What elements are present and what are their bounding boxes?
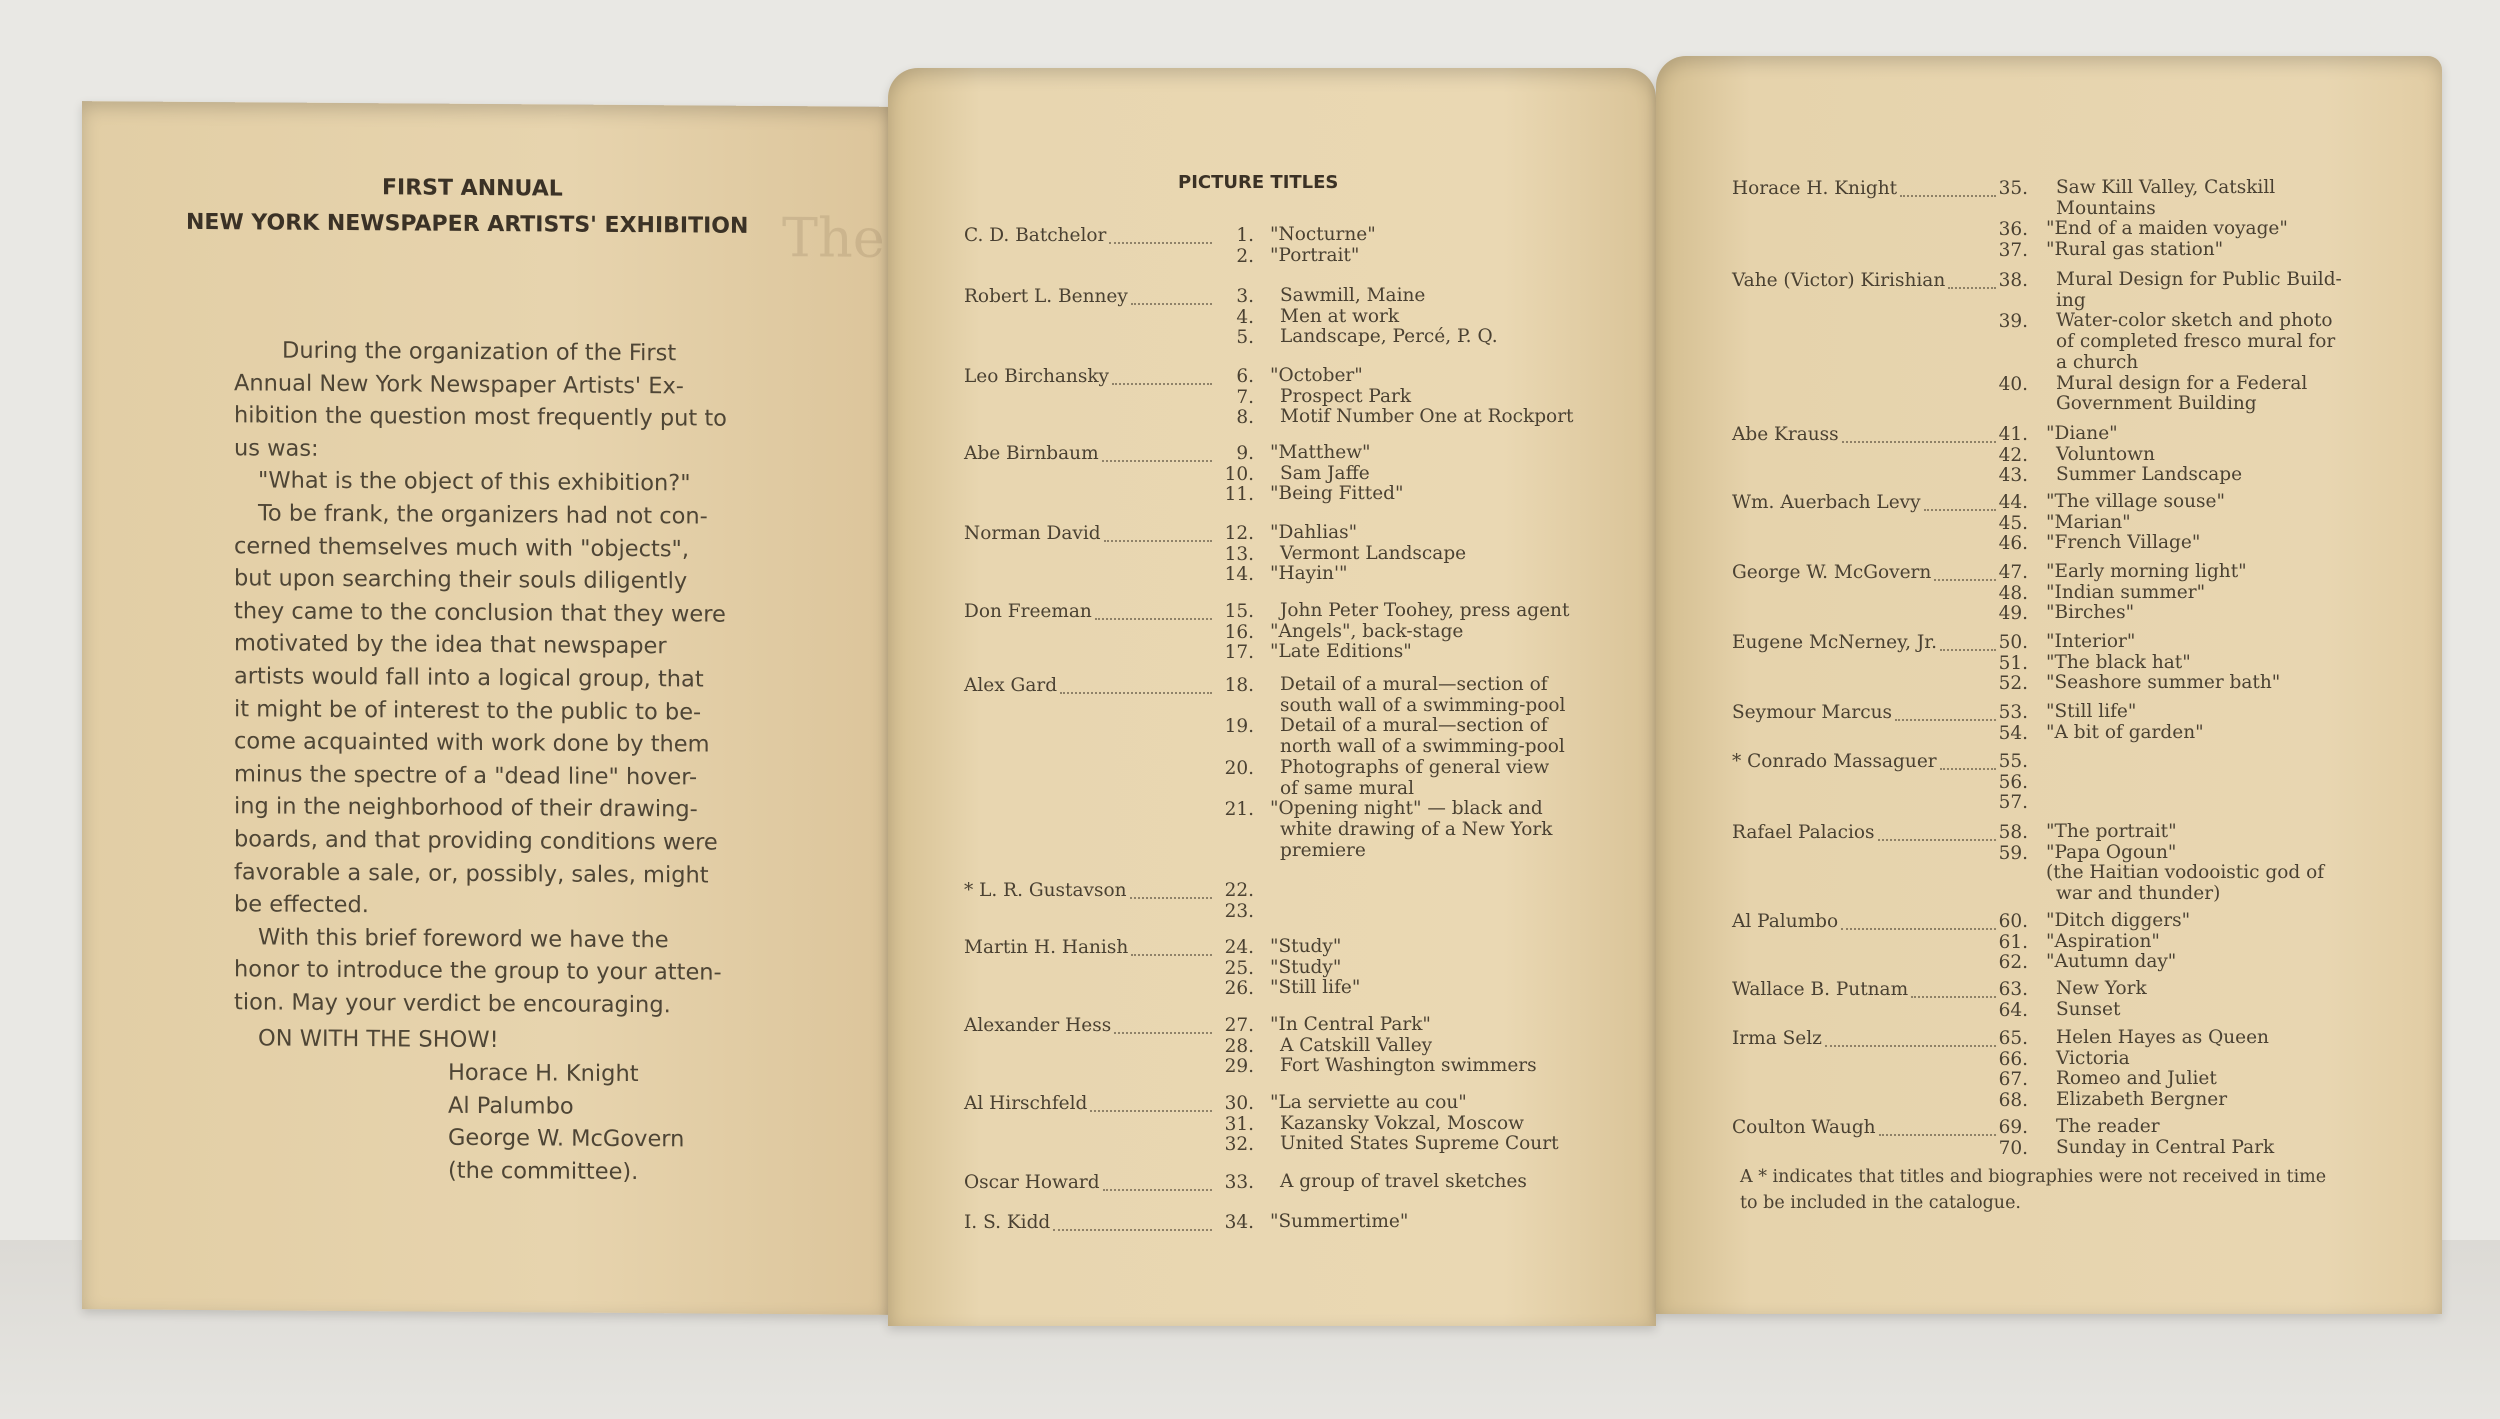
artist-name: Vahe (Victor) Kirishian bbox=[1732, 270, 1946, 291]
picture-title: Men at work bbox=[1280, 305, 1400, 327]
picture-title: "The black hat" bbox=[2046, 651, 2191, 673]
leader-dots bbox=[1114, 1032, 1212, 1034]
picture-title: Mountains bbox=[2056, 197, 2156, 219]
question-quote: "What is the object of this exhibition?" bbox=[258, 467, 691, 497]
picture-title: Vermont Landscape bbox=[1280, 542, 1467, 564]
leader-dots bbox=[1131, 303, 1212, 305]
picture-number: 68. bbox=[1998, 1090, 2028, 1112]
picture-number: 16. bbox=[1224, 621, 1254, 643]
title-line-2: NEW YORK NEWSPAPER ARTISTS' EXHIBITION bbox=[186, 209, 749, 239]
picture-title: "Opening night" — black and bbox=[1270, 798, 1543, 820]
picture-title: Motif Number One at Rockport bbox=[1280, 406, 1574, 428]
picture-number: 35. bbox=[1998, 178, 2028, 199]
committee-signature: George W. McGovern bbox=[448, 1124, 685, 1153]
picture-number: 45. bbox=[1998, 512, 2028, 534]
picture-title: (the Haitian vodooistic god of bbox=[2046, 862, 2325, 884]
picture-title: "October" bbox=[1270, 365, 1363, 386]
picture-number: 26. bbox=[1224, 978, 1254, 1000]
picture-number: 13. bbox=[1224, 543, 1254, 565]
picture-number: 19. bbox=[1224, 716, 1254, 738]
paragraph-1-line: Annual New York Newspaper Artists' Ex- bbox=[234, 369, 684, 399]
picture-title: "Papa Ogoun" bbox=[2046, 841, 2177, 863]
picture-number: 57. bbox=[1998, 792, 2028, 814]
artist-name: Don Freeman bbox=[964, 601, 1092, 622]
picture-title: white drawing of a New York bbox=[1280, 818, 1553, 840]
artist-name: Coulton Waugh bbox=[1732, 1117, 1876, 1138]
picture-number: 18. bbox=[1224, 675, 1254, 696]
artist-name: Rafael Palacios bbox=[1732, 822, 1875, 843]
artist-name: Martin H. Hanish bbox=[964, 937, 1129, 958]
picture-title: United States Supreme Court bbox=[1280, 1133, 1559, 1155]
leader-dots bbox=[1090, 1110, 1212, 1112]
picture-number: 58. bbox=[1998, 822, 2028, 843]
picture-title: "Study" bbox=[1270, 956, 1342, 978]
picture-title: "Angels", back-stage bbox=[1270, 620, 1464, 642]
picture-title: "Seashore summer bath" bbox=[2046, 672, 2281, 694]
leader-dots bbox=[1103, 1189, 1212, 1191]
picture-number: 61. bbox=[1998, 931, 2028, 953]
picture-number: 36. bbox=[1998, 219, 2028, 241]
picture-title: of completed fresco mural for bbox=[2056, 331, 2336, 353]
picture-title: Sunset bbox=[2056, 998, 2121, 1020]
title-line-1: FIRST ANNUAL bbox=[382, 175, 563, 202]
picture-number: 30. bbox=[1224, 1093, 1254, 1114]
artist-name: C. D. Batchelor bbox=[964, 225, 1107, 246]
picture-number: 69. bbox=[1998, 1117, 2028, 1138]
picture-title: Mural Design for Public Build- bbox=[2056, 269, 2342, 290]
picture-title: Prospect Park bbox=[1280, 385, 1412, 407]
picture-title: "Dahlias" bbox=[1270, 522, 1358, 543]
picture-number: 32. bbox=[1224, 1134, 1254, 1156]
picture-title: Detail of a mural—section of bbox=[1280, 715, 1548, 737]
picture-number: 63. bbox=[1998, 979, 2028, 1000]
artist-name: Wm. Auerbach Levy bbox=[1732, 492, 1921, 513]
paragraph-1-line: During the organization of the First bbox=[282, 337, 677, 367]
picture-title: Romeo and Juliet bbox=[2056, 1068, 2217, 1090]
picture-number: 37. bbox=[1998, 240, 2028, 262]
picture-title: "Autumn day" bbox=[2046, 951, 2177, 973]
artist-name: Norman David bbox=[964, 523, 1101, 544]
closing-line: ON WITH THE SHOW! bbox=[258, 1025, 499, 1054]
picture-number: 51. bbox=[1998, 652, 2028, 674]
picture-number: 5. bbox=[1236, 327, 1254, 349]
picture-number: 23. bbox=[1224, 900, 1254, 922]
artist-name: * L. R. Gustavson bbox=[964, 880, 1127, 901]
picture-title: north wall of a swimming-pool bbox=[1280, 736, 1565, 758]
leader-dots bbox=[1130, 897, 1212, 899]
picture-title: a church bbox=[2056, 351, 2139, 373]
picture-title: Summer Landscape bbox=[2056, 464, 2243, 486]
picture-title: Government Building bbox=[2056, 393, 2257, 415]
picture-number: 38. bbox=[1998, 270, 2028, 291]
picture-number: 27. bbox=[1224, 1015, 1254, 1036]
picture-number: 29. bbox=[1224, 1056, 1254, 1078]
paragraph-2-line: they came to the conclusion that they were bbox=[234, 597, 726, 628]
picture-titles-list-continued bbox=[1656, 56, 2442, 1314]
paragraph-3-line: honor to introduce the group to your atten- bbox=[234, 956, 722, 986]
picture-title: Elizabeth Bergner bbox=[2056, 1089, 2228, 1111]
picture-title: "In Central Park" bbox=[1270, 1014, 1431, 1035]
picture-number: 20. bbox=[1224, 757, 1254, 779]
picture-title: "Interior" bbox=[2046, 631, 2136, 652]
picture-number: 56. bbox=[1998, 771, 2028, 793]
paragraph-1-line: hibition the question most frequently put to bbox=[234, 402, 727, 432]
picture-number: 34. bbox=[1224, 1212, 1254, 1233]
picture-title: "Ditch diggers" bbox=[2046, 910, 2191, 931]
picture-number: 24. bbox=[1224, 937, 1254, 958]
picture-number: 6. bbox=[1236, 366, 1254, 387]
leader-dots bbox=[1104, 540, 1212, 542]
picture-number: 3. bbox=[1236, 286, 1254, 307]
leader-dots bbox=[1102, 460, 1212, 462]
committee-signature: (the committee). bbox=[448, 1157, 639, 1185]
picture-number: 7. bbox=[1236, 386, 1254, 408]
committee-signature: Al Palumbo bbox=[448, 1092, 574, 1120]
picture-title: Water-color sketch and photo bbox=[2056, 310, 2333, 332]
committee-signature: Horace H. Knight bbox=[448, 1059, 639, 1088]
picture-number: 22. bbox=[1224, 880, 1254, 901]
picture-number: 67. bbox=[1998, 1069, 2028, 1091]
picture-title: "End of a maiden voyage" bbox=[2046, 218, 2288, 240]
paragraph-2-line: come acquainted with work done by them bbox=[234, 728, 710, 758]
picture-number: 55. bbox=[1998, 751, 2028, 772]
picture-title: Sam Jaffe bbox=[1280, 462, 1370, 484]
picture-number: 60. bbox=[1998, 911, 2028, 932]
right-page bbox=[1656, 56, 2442, 1314]
picture-title: south wall of a swimming-pool bbox=[1280, 694, 1566, 716]
artist-name: Abe Krauss bbox=[1732, 424, 1839, 445]
picture-title: war and thunder) bbox=[2056, 883, 2221, 905]
artist-name: George W. McGovern bbox=[1732, 562, 1932, 583]
picture-number: 62. bbox=[1998, 952, 2028, 974]
picture-number: 49. bbox=[1998, 603, 2028, 625]
picture-title: Saw Kill Valley, Catskill bbox=[2056, 177, 2276, 198]
paragraph-2-line: artists would fall into a logical group, that bbox=[234, 663, 704, 693]
artist-name: Irma Selz bbox=[1732, 1028, 1822, 1049]
picture-number: 4. bbox=[1236, 306, 1254, 328]
picture-number: 40. bbox=[1998, 373, 2028, 395]
picture-title: premiere bbox=[1280, 839, 1366, 861]
leader-dots bbox=[1112, 383, 1212, 385]
picture-number: 39. bbox=[1998, 311, 2028, 333]
picture-title: Detail of a mural—section of bbox=[1280, 674, 1548, 695]
leader-dots bbox=[1053, 1229, 1212, 1231]
picture-title: "La serviette au cou" bbox=[1270, 1092, 1467, 1113]
artist-name: Alexander Hess bbox=[964, 1015, 1112, 1036]
artist-name: Seymour Marcus bbox=[1732, 702, 1892, 723]
picture-title: "Aspiration" bbox=[2046, 930, 2160, 952]
footnote-line-2: to be included in the catalogue. bbox=[1740, 1193, 2021, 1213]
picture-number: 21. bbox=[1224, 799, 1254, 821]
picture-title: Fort Washington swimmers bbox=[1280, 1055, 1537, 1077]
artist-name: Abe Birnbaum bbox=[964, 443, 1099, 464]
paragraph-1-line: us was: bbox=[234, 435, 319, 462]
show-through-text: The bbox=[782, 206, 885, 270]
leader-dots bbox=[1911, 996, 1996, 998]
picture-number: 17. bbox=[1224, 642, 1254, 664]
paragraph-2-line: To be frank, the organizers had not con- bbox=[258, 500, 708, 530]
footnote-line-1: A * indicates that titles and biographies were not received in time bbox=[1740, 1167, 2327, 1187]
paragraph-2-line: motivated by the idea that newspaper bbox=[234, 630, 667, 660]
picture-title: Kazansky Vokzal, Moscow bbox=[1280, 1112, 1524, 1134]
picture-number: 8. bbox=[1236, 407, 1254, 429]
leader-dots bbox=[1900, 195, 1996, 197]
paragraph-2-line: cerned themselves much with "objects", bbox=[234, 532, 690, 562]
picture-number: 52. bbox=[1998, 673, 2028, 695]
picture-title: Helen Hayes as Queen bbox=[2056, 1027, 2269, 1048]
picture-number: 14. bbox=[1224, 564, 1254, 586]
picture-number: 48. bbox=[1998, 582, 2028, 604]
paragraph-2-line: minus the spectre of a "dead line" hover- bbox=[234, 760, 698, 791]
picture-titles-list bbox=[888, 68, 1656, 1326]
picture-title: "The village souse" bbox=[2046, 491, 2225, 512]
picture-title: of same mural bbox=[1280, 777, 1415, 799]
artist-name: I. S. Kidd bbox=[964, 1212, 1051, 1233]
picture-title: "Hayin'" bbox=[1270, 563, 1348, 585]
picture-title: Victoria bbox=[2056, 1047, 2130, 1069]
picture-title: "Still life" bbox=[1270, 977, 1361, 999]
artist-name: Leo Birchansky bbox=[964, 366, 1109, 387]
leader-dots bbox=[1895, 719, 1996, 721]
picture-title: "A bit of garden" bbox=[2046, 721, 2204, 743]
picture-title: "The portrait" bbox=[2046, 821, 2177, 842]
picture-title: "Early morning light" bbox=[2046, 561, 2247, 582]
artist-name: Alex Gard bbox=[964, 675, 1058, 696]
leader-dots bbox=[1131, 954, 1212, 956]
picture-title: "Study" bbox=[1270, 936, 1342, 957]
picture-number: 59. bbox=[1998, 842, 2028, 864]
paragraph-3-line: With this brief foreword we have the bbox=[258, 924, 669, 953]
picture-title: "Summertime" bbox=[1270, 1211, 1409, 1232]
artist-name: Eugene McNerney, Jr. bbox=[1732, 632, 1937, 653]
picture-number: 15. bbox=[1224, 601, 1254, 622]
left-page bbox=[82, 101, 888, 1315]
artist-name: Al Hirschfeld bbox=[964, 1093, 1088, 1114]
picture-title: "Indian summer" bbox=[2046, 581, 2206, 603]
paragraph-2-line: ing in the neighborhood of their drawing- bbox=[234, 793, 698, 823]
picture-number: 9. bbox=[1236, 443, 1254, 464]
picture-title: ing bbox=[2056, 289, 2086, 311]
paragraph-2-line: boards, and that providing conditions were bbox=[234, 826, 718, 856]
picture-number: 43. bbox=[1998, 465, 2028, 487]
picture-number: 44. bbox=[1998, 492, 2028, 513]
artist-name: Wallace B. Putnam bbox=[1732, 979, 1909, 1000]
leader-dots bbox=[1841, 928, 1996, 930]
picture-title: John Peter Toohey, press agent bbox=[1280, 600, 1570, 621]
picture-title: The reader bbox=[2056, 1116, 2160, 1137]
picture-title: Sawmill, Maine bbox=[1280, 285, 1426, 306]
leader-dots bbox=[1879, 1134, 1996, 1136]
artist-name: Oscar Howard bbox=[964, 1172, 1100, 1193]
paragraph-2-line: be effected. bbox=[234, 891, 369, 919]
picture-title: "Birches" bbox=[2046, 602, 2135, 624]
middle-page bbox=[888, 68, 1656, 1326]
artist-name: Horace H. Knight bbox=[1732, 178, 1898, 199]
picture-number: 64. bbox=[1998, 999, 2028, 1021]
picture-title: "Rural gas station" bbox=[2046, 239, 2224, 261]
picture-number: 11. bbox=[1224, 484, 1254, 506]
foreword bbox=[234, 334, 874, 1190]
artist-name: Robert L. Benney bbox=[964, 286, 1128, 307]
picture-title: "Marian" bbox=[2046, 511, 2131, 533]
artist-name: * Conrado Massaguer bbox=[1732, 751, 1937, 772]
paragraph-2-line: it might be of interest to the public to be- bbox=[234, 695, 702, 726]
picture-number: 10. bbox=[1224, 463, 1254, 485]
picture-title: Mural design for a Federal bbox=[2056, 372, 2308, 394]
paragraph-2-line: but upon searching their souls diligently bbox=[234, 565, 688, 595]
picture-number: 42. bbox=[1998, 444, 2028, 466]
picture-number: 53. bbox=[1998, 702, 2028, 723]
artist-name: Al Palumbo bbox=[1732, 911, 1839, 932]
picture-title: A group of travel sketches bbox=[1280, 1171, 1527, 1192]
leader-dots bbox=[1842, 441, 1996, 443]
picture-number: 47. bbox=[1998, 562, 2028, 583]
leader-dots bbox=[1878, 839, 1996, 841]
picture-number: 70. bbox=[1998, 1137, 2028, 1159]
picture-title: A Catskill Valley bbox=[1280, 1034, 1433, 1056]
picture-number: 50. bbox=[1998, 632, 2028, 653]
leader-dots bbox=[1095, 618, 1212, 620]
picture-title: "Diane" bbox=[2046, 423, 2118, 444]
picture-number: 2. bbox=[1236, 245, 1254, 267]
picture-number: 28. bbox=[1224, 1035, 1254, 1057]
picture-number: 31. bbox=[1224, 1113, 1254, 1135]
picture-number: 65. bbox=[1998, 1028, 2028, 1049]
picture-number: 46. bbox=[1998, 533, 2028, 555]
paragraph-3-line: tion. May your verdict be encouraging. bbox=[234, 989, 671, 1019]
leader-dots bbox=[1060, 692, 1212, 694]
picture-title: "Still life" bbox=[2046, 701, 2137, 722]
picture-number: 25. bbox=[1224, 957, 1254, 979]
picture-number: 66. bbox=[1998, 1048, 2028, 1070]
picture-title: "Portrait" bbox=[1270, 244, 1360, 266]
leader-dots bbox=[1924, 509, 1996, 511]
leader-dots bbox=[1934, 579, 1996, 581]
picture-number: 41. bbox=[1998, 424, 2028, 445]
leader-dots bbox=[1825, 1045, 1996, 1047]
picture-title: "Matthew" bbox=[1270, 442, 1371, 463]
picture-titles-heading: PICTURE TITLES bbox=[1178, 172, 1339, 193]
picture-title: New York bbox=[2056, 978, 2147, 999]
picture-title: Sunday in Central Park bbox=[2056, 1136, 2275, 1158]
picture-number: 12. bbox=[1224, 523, 1254, 544]
picture-title: Voluntown bbox=[2056, 443, 2155, 465]
picture-number: 54. bbox=[1998, 722, 2028, 744]
picture-title: Landscape, Percé, P. Q. bbox=[1280, 326, 1498, 348]
picture-number: 1. bbox=[1236, 225, 1254, 246]
paragraph-2-line: favorable a sale, or, possibly, sales, might bbox=[234, 858, 709, 889]
picture-title: "French Village" bbox=[2046, 532, 2201, 554]
picture-title: "Being Fitted" bbox=[1270, 483, 1404, 505]
picture-title: "Nocturne" bbox=[1270, 224, 1376, 245]
leader-dots bbox=[1109, 242, 1212, 244]
picture-title: Photographs of general view bbox=[1280, 756, 1550, 778]
picture-number: 33. bbox=[1224, 1172, 1254, 1193]
picture-title: "Late Editions" bbox=[1270, 641, 1412, 663]
